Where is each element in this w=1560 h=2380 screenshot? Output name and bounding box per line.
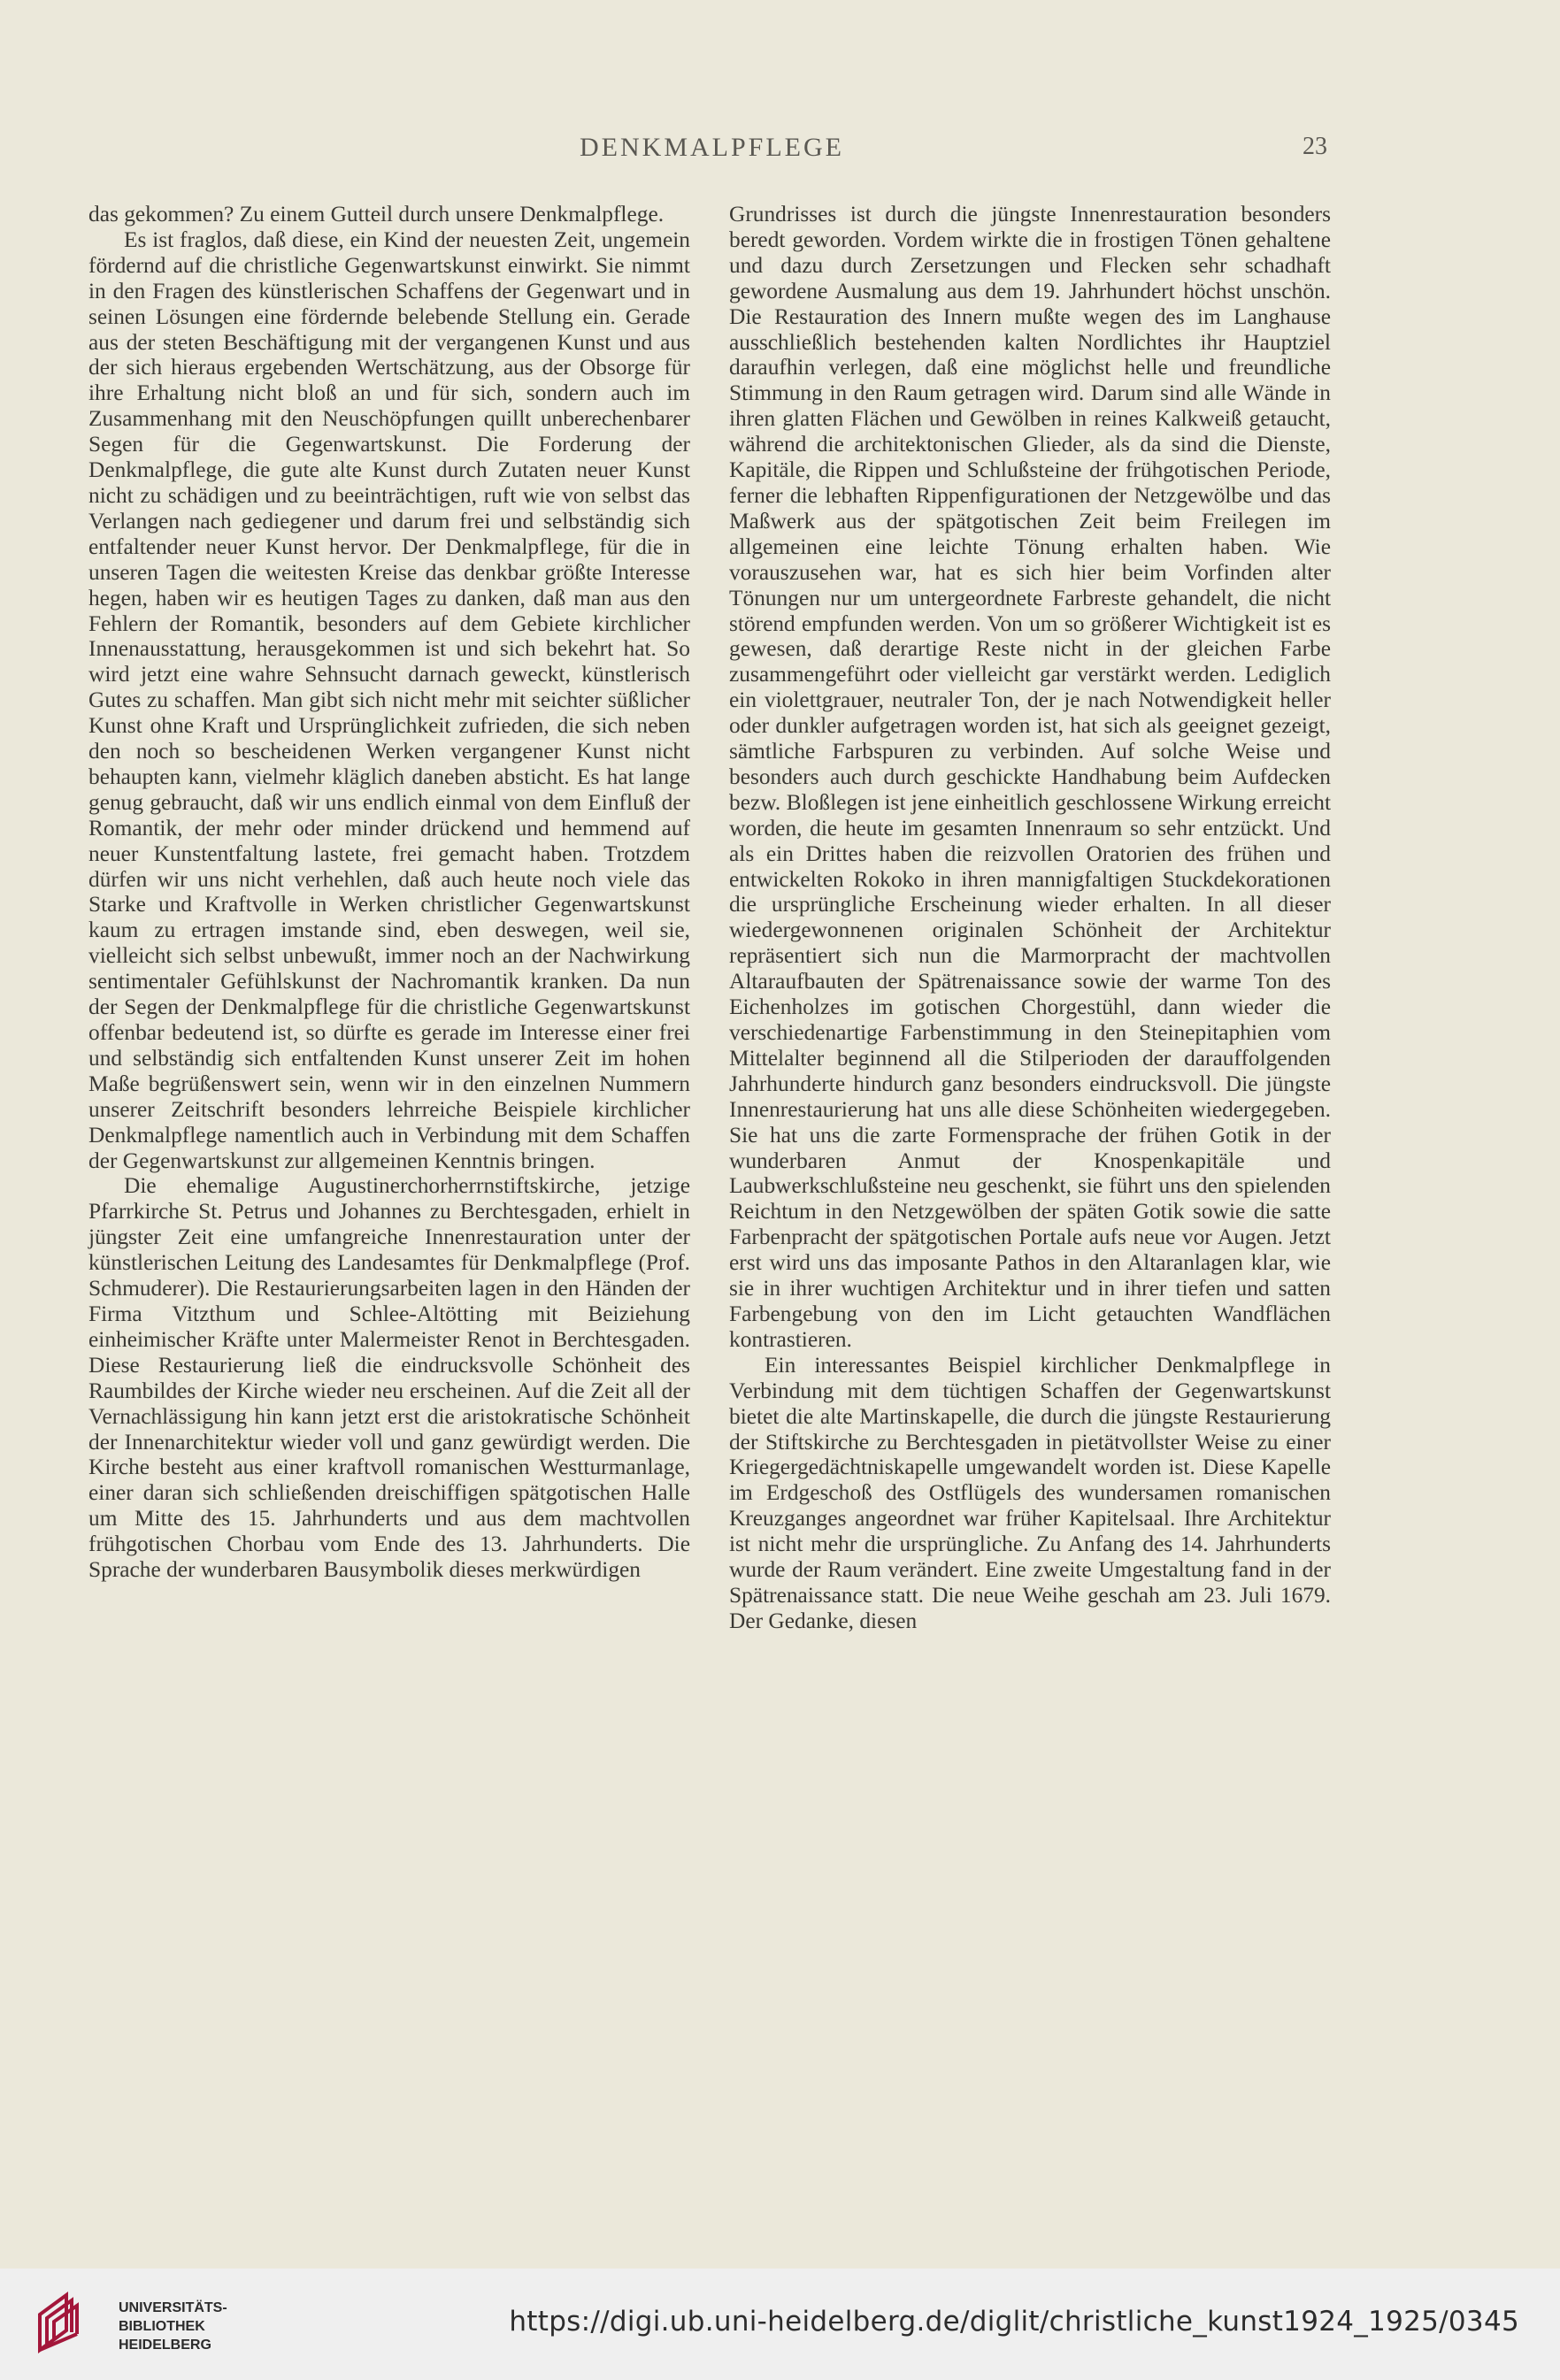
library-name-line: UNIVERSITÄTS- bbox=[119, 2300, 227, 2315]
paragraph: Grundrisses ist durch die jüngste Innenrestauration besonders beredt geworden. Vordem wirkte die in frostigen Tönen gehaltene und dazu durch Zersetzungen und Flecken sehr schadhaft gewordene Ausmalung aus dem 19. Jahrhundert höchst unschön. Die Restauration des Innern mußte wegen des im Langhause ausschließlich bestehenden kalten Nordlichtes ihr Hauptziel daraufhin verlegen, daß eine möglichst helle und freundliche Stimmung in den Raum getragen wird. Darum sind alle Wände in ihren glatten Flächen und Gewölben in reines Kalkweiß getaucht, während die architektonischen Glieder, als da sind die Dienste, Kapitäle, die Rippen und Schlußsteine der frühgotischen Periode, ferner die lebhaften Rippenfigurationen der Netzgewölbe und das Maßwerk aus der spätgotischen Zeit beim Freilegen im allgemeinen eine leichte Tönung erhalten haben. Wie vorauszusehen war, hat es sich hier beim Vorfinden alter Tönungen nur um untergeordnete Farbreste gehandelt, die nicht störend empfunden werden. Von um so größerer Wichtigkeit ist es gewesen, daß derartige Reste nicht in der gleichen Farbe zusammengeführt oder vielleicht gar verstärkt werden. Lediglich ein violettgrauer, neutraler Ton, der je nach Notwendigkeit heller oder dunkler aufgetragen worden ist, hat sich als geeignet gezeigt, sämtliche Farbspuren zu verbinden. Auf solche Weise und besonders auch durch geschickte Handhabung beim Aufdecken bezw. Bloßlegen ist jene einheitlich geschlossene Wirkung erreicht worden, die heute im gesamten Innenraum so sehr entzückt. Und als ein Drittes haben die reizvollen Oratorien des frühen und entwickelten Rokoko in ihren mannigfaltigen Stuckdekorationen die ursprüngliche Erscheinung wieder erhalten. In all dieser wiedergewonnenen originalen Schönheit der Architektur repräsentiert sich nun die Marmorpracht der machtvollen Altaraufbauten der Spätrenaissance sowie der warme Ton des Eichenholzes im gotischen Chorgestühl, dann wieder die verschiedenartige Farbenstimmung in den Steinepitaphien vom Mittelalter beginnend all die Stilperioden der darauffolgenden Jahrhunderte hindurch ganz besonders eindrucksvoll. Die jüngste Innenrestaurierung hat uns alle diese Schönheiten wiedergegeben. Sie hat uns die zarte Formensprache der frühen Gotik in der wunderbaren Anmut der Knospenkapitäle und Laubwerkschlußsteine neu geschenkt, sie führt uns den spielenden Reichtum in den Netzgewölben der späten Gotik sowie die satte Farbenpracht der spätgotischen Portale aufs neue vor Augen. Jetzt erst wird uns das imposante Pathos in den Altaranlagen klar, wie sie in ihrer wuchtigen Architektur und in ihrer tiefen und satten Farbengebung von den im Licht getauchten Wandflächen kontrastieren. bbox=[729, 202, 1331, 1352]
left-text-column bbox=[88, 202, 690, 1583]
paragraph: das gekommen? Zu einem Gutteil durch unsere Denkmalpflege. bbox=[88, 202, 665, 226]
page-number: 23 bbox=[1303, 133, 1327, 160]
paragraph: Es ist fraglos, daß diese, ein Kind der neuesten Zeit, ungemein fördernd auf die christliche Gegenwartskunst einwirkt. Sie nimmt in den Fragen des künstlerischen Schaffens der Gegenwart und in seinen Lösungen eine fördernde belebende Stellung ein. Gerade aus der steten Beschäftigung mit der vergangenen Kunst und aus der sich hieraus ergebenden Wertschätzung, aus der Obsorge für ihre Erhaltung nicht bloß an und für sich, sondern auch im Zusammenhang mit den Neuschöpfungen quillt unberechenbarer Segen für die Gegenwartskunst. Die Forderung der Denkmalpflege, die gute alte Kunst durch Zutaten neuer Kunst nicht zu schädigen und zu beeinträchtigen, ruft wie von selbst das Verlangen nach gediegener und darum frei und selbständig sich entfaltender neuer Kunst hervor. Der Denkmalpflege, für die in unseren Tagen die weitesten Kreise das denkbar größte Interesse hegen, haben wir es heutigen Tages zu danken, daß man aus den Fehlern der Romantik, besonders auf dem Gebiete kirchlicher Innenausstattung, herausgekommen ist und sich bekehrt hat. So wird jetzt eine wahre Sehnsucht darnach geweckt, künstlerisch Gutes zu schaffen. Man gibt sich nicht mehr mit seichter süßlicher Kunst ohne Kraft und Ursprünglichkeit zufrieden, die sich neben den noch so bescheidenen Werken vergangener Kunst nicht behaupten kann, vielmehr kläglich daneben absticht. Es hat lange genug gebraucht, daß wir uns endlich einmal von dem Einfluß der Romantik, der mehr oder minder drückend und hemmend auf neuer Kunstentfaltung lastete, frei gemacht haben. Trotzdem dürfen wir uns nicht verhehlen, daß auch heute noch viele das Starke und Kraftvolle in Werken christlicher Gegenwartskunst kaum zu ertragen imstande sind, eben deswegen, weil sie, vielleicht sich selbst unbewußt, immer noch an der Nachwirkung sentimentaler Gefühlskunst der Nachromantik kranken. Da nun der Segen der Denkmalpflege für die christliche Gegenwartskunst offenbar bedeutend ist, so dürfte es gerade im Interesse einer frei und selbständig sich entfaltenden Kunst unserer Zeit im hohen Maße begrüßenswert sein, wenn wir in den einzelnen Nummern unserer Zeitschrift besonders lehrreiche Beispiele kirchlicher Denkmalpflege namentlich auch in Verbindung mit dem Schaffen der Gegenwartskunst zur allgemeinen Kenntnis bringen. bbox=[88, 226, 690, 1173]
running-title: DENKMALPFLEGE bbox=[580, 133, 844, 162]
right-text-column bbox=[729, 202, 1331, 1634]
viewer-footer bbox=[0, 2269, 1560, 2380]
page-header bbox=[88, 133, 1327, 168]
ub-heidelberg-logo-icon[interactable] bbox=[31, 2288, 104, 2361]
library-name bbox=[119, 2299, 227, 2354]
paragraph: Die ehemalige Augustinerchorherrnstiftskirche, jetzige Pfarrkirche St. Petrus und Johannes zu Berchtesgaden, erhielt in jüngster Zeit eine umfangreiche Innenrestauration unter der künstlerischen Leitung des Landesamtes für Denkmalpflege (Prof. Schmuderer). Die Restaurierungsarbeiten lagen in den Händen der Firma Vitzthum und Schlee-Altötting mit Beiziehung einheimischer Kräfte unter Malermeister Renot in Berchtesgaden. Diese Restaurierung ließ die eindrucksvolle Schönheit des Raumbildes der Kirche wieder neu erscheinen. Auf die Zeit all der Vernachlässigung hin kann jetzt erst die aristokratische Schönheit der Innenarchitektur wieder voll und ganz gewürdigt werden. Die Kirche besteht aus einer kraftvoll romanischen Westturmanlage, einer daran sich schließenden dreischiffigen spätgotischen Halle um Mitte des 15. Jahrhunderts und aus dem machtvollen frühgotischen Chorbau vom Ende des 13. Jahrhunderts. Die Sprache der wunderbaren Bausymbolik dieses merkwürdigen bbox=[88, 1173, 690, 1583]
permalink-url[interactable]: https://digi.ub.uni-heidelberg.de/diglit/christliche_kunst1924_1925/0345 bbox=[509, 2306, 1519, 2338]
paragraph: Ein interessantes Beispiel kirchlicher Denkmalpflege in Verbindung mit dem tüchtigen Schaffen der Gegenwartskunst bietet die alte Martinskapelle, die durch die jüngste Restaurierung der Stiftskirche zu Berchtesgaden in pietätvollster Weise zu einer Kriegergedächtniskapelle umgewandelt worden ist. Diese Kapelle im Erdgeschoß des Ostflügels des wundersamen romanischen Kreuzganges angeordnet war früher Kapitelsaal. Ihre Architektur ist nicht mehr die ursprüngliche. Zu Anfang des 14. Jahrhunderts wurde der Raum verändert. Eine zweite Umgestaltung fand in der Spätrenaissance statt. Die neue Weihe geschah am 23. Juli 1679. Der Gedanke, diesen bbox=[729, 1352, 1331, 1633]
library-name-line: HEIDELBERG bbox=[119, 2338, 211, 2353]
library-name-line: BIBLIOTHEK bbox=[119, 2319, 205, 2334]
